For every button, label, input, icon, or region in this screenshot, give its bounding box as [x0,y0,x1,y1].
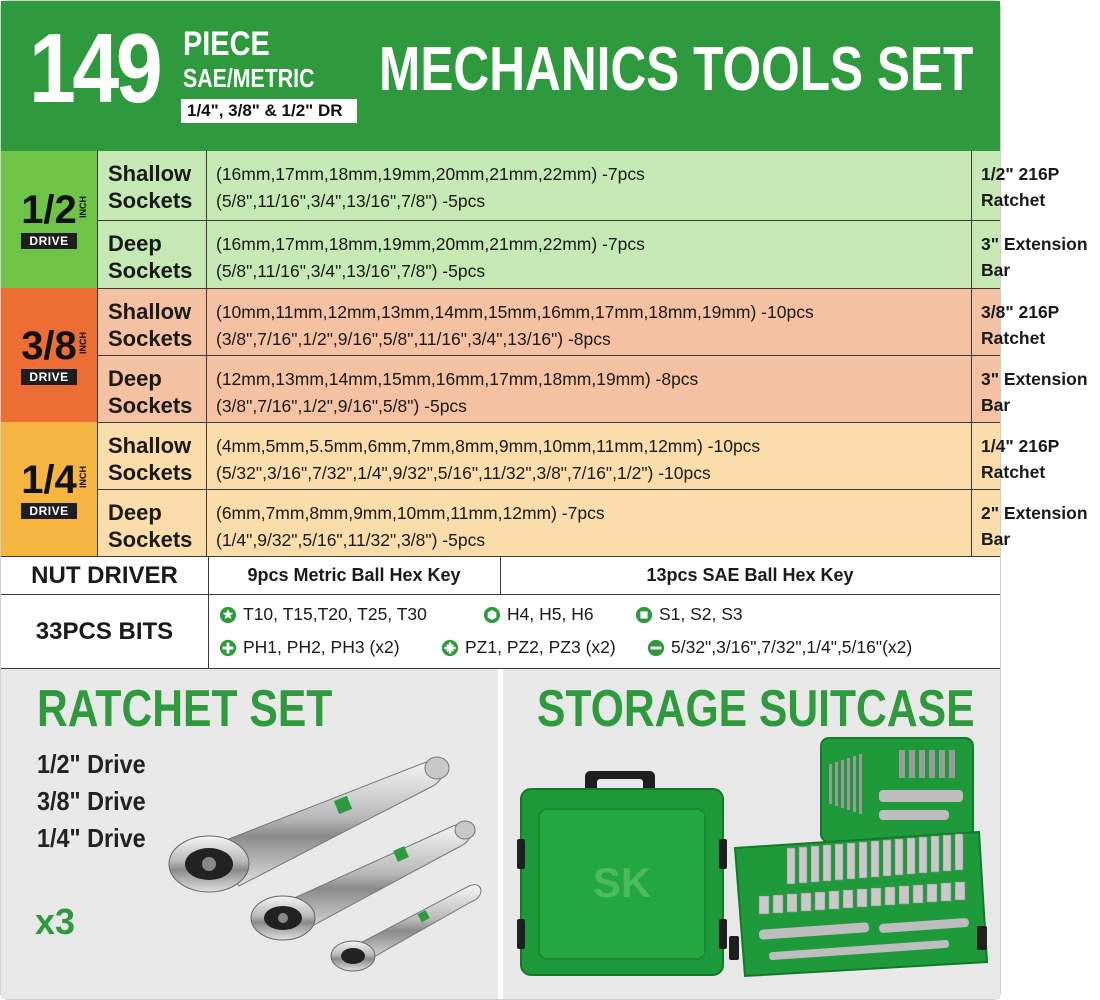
page-title: MECHANICS TOOLS SET [379,35,974,104]
header-banner [1,1,1000,151]
bits-label: 33PCS BITS [1,595,209,668]
table-row [97,288,1060,355]
sae-hex-key: 13pcs SAE Ball Hex Key [646,565,854,585]
accessory: 3/8" 216P [981,302,1060,322]
drive-tag: DRIVE [21,369,76,385]
slotted-bits: 5/32",3/16",7/32",1/4",5/16"(x2) [671,637,913,657]
inch-label: INCH [77,196,88,218]
open-case-image [729,736,991,981]
phillips-bits: PH1, PH2, PH3 (x2) [243,637,400,657]
sae-sizes: (5/8",11/16",3/4",13/16",7/8") -5pcs [216,191,486,211]
drive-half-inch [1,151,97,288]
accessory: 1/4" 216P [981,436,1060,456]
sae-sizes: (1/4",9/32",5/16",11/32",3/8") -5pcs [216,530,486,550]
torx-icon [219,606,237,624]
socket-type: Deep [108,500,162,525]
socket-type: Sockets [108,258,193,283]
metric-sizes: (12mm,13mm,14mm,15mm,16mm,17mm,18mm,19mm) -8pcs [216,369,699,389]
drive-sizes-label: 1/4", 3/8" & 1/2" DR [181,99,357,123]
accessory: Bar [981,529,1011,549]
ratchet-drive-label: 1/2" Drive [37,749,146,779]
accessory: Ratchet [981,190,1046,210]
accessory: Bar [981,395,1011,415]
inch-label: INCH [77,331,88,354]
metric-sizes: (6mm,7mm,8mm,9mm,10mm,11mm,12mm) -7pcs [216,503,605,523]
table-row [97,220,1088,288]
sae-metric-label: SAE/METRIC [183,63,315,93]
table-row [97,422,1060,489]
bits-row [1,594,1000,669]
socket-type: Shallow [108,299,192,324]
table-row [97,355,1088,422]
divider [97,151,98,556]
nut-driver-row [1,556,1000,594]
piece-label: PIECE [183,25,270,63]
piece-count: 149 [29,13,160,123]
socket-type: Deep [108,366,162,391]
accessory: 1/2" 216P [981,164,1060,184]
metric-sizes: (10mm,11mm,12mm,13mm,14mm,15mm,16mm,17mm,18mm,19mm) -10pcs [216,302,814,322]
inch-label: INCH [77,465,88,488]
socket-type: Shallow [108,433,192,458]
drive-size-label: 1/2 [21,188,77,232]
ratchet-set-title: RATCHET SET [37,680,333,738]
accessory: 2" Extension [981,503,1088,523]
quantity-label: x3 [35,901,76,942]
drive-tag: DRIVE [21,233,76,249]
accessory: 3" Extension [981,234,1088,254]
sae-sizes: (5/32",3/16",7/32",1/4",9/32",5/16",11/32",3/8",7/16",1/2") -10pcs [216,463,711,483]
storage-suitcase-title: STORAGE SUITCASE [537,680,975,738]
torx-bits: T10, T15,T20, T25, T30 [243,604,427,624]
socket-type: Sockets [108,326,193,351]
slotted-icon [647,639,665,657]
phillips-icon [219,639,237,657]
ratchets-image [151,736,491,976]
nut-driver-label: NUT DRIVER [1,557,209,594]
metric-sizes: (16mm,17mm,18mm,19mm,20mm,21mm,22mm) -7pcs [216,164,645,184]
accessory: Ratchet [981,462,1046,482]
metric-sizes: (16mm,17mm,18mm,19mm,20mm,21mm,22mm) -7pcs [216,234,645,254]
table-row [97,151,1060,220]
socket-type: Sockets [108,460,193,485]
drive-tag: DRIVE [21,503,76,519]
case-logo: SK [592,859,652,906]
sae-sizes: (5/8",11/16",3/4",13/16",7/8") -5pcs [216,261,486,281]
socket-type: Shallow [108,161,192,186]
pozidriv-icon [441,639,459,657]
ratchet-drive-label: 1/4" Drive [37,823,146,853]
socket-type: Sockets [108,527,193,552]
metric-sizes: (4mm,5mm,5.5mm,6mm,7mm,8mm,9mm,10mm,11mm,12mm) -10pcs [216,436,761,456]
socket-type: Sockets [108,188,193,213]
socket-type: Deep [108,231,162,256]
accessory: Ratchet [981,328,1046,348]
ratchet-drive-label: 3/8" Drive [37,786,146,816]
drive-size-label: 1/4 [21,457,77,502]
square-icon [635,606,653,624]
square-bits: S1, S2, S3 [659,604,743,624]
drive-three-eighths-inch [1,288,97,422]
closed-case-image [517,769,727,979]
hex-bits: H4, H5, H6 [507,604,594,624]
metric-hex-key: 9pcs Metric Ball Hex Key [208,557,501,594]
hex-icon [483,606,501,624]
accessory: 3" Extension [981,369,1088,389]
sae-sizes: (3/8",7/16",1/2",9/16",5/8",11/16",3/4",13/16") -8pcs [216,329,611,349]
drive-size-label: 3/8 [21,323,77,368]
socket-type: Sockets [108,393,193,418]
pozidriv-bits: PZ1, PZ2, PZ3 (x2) [465,637,616,657]
sae-sizes: (3/8",7/16",1/2",9/16",5/8") -5pcs [216,396,467,416]
table-row [97,489,1088,556]
drive-quarter-inch [1,422,97,556]
accessory: Bar [981,260,1011,280]
